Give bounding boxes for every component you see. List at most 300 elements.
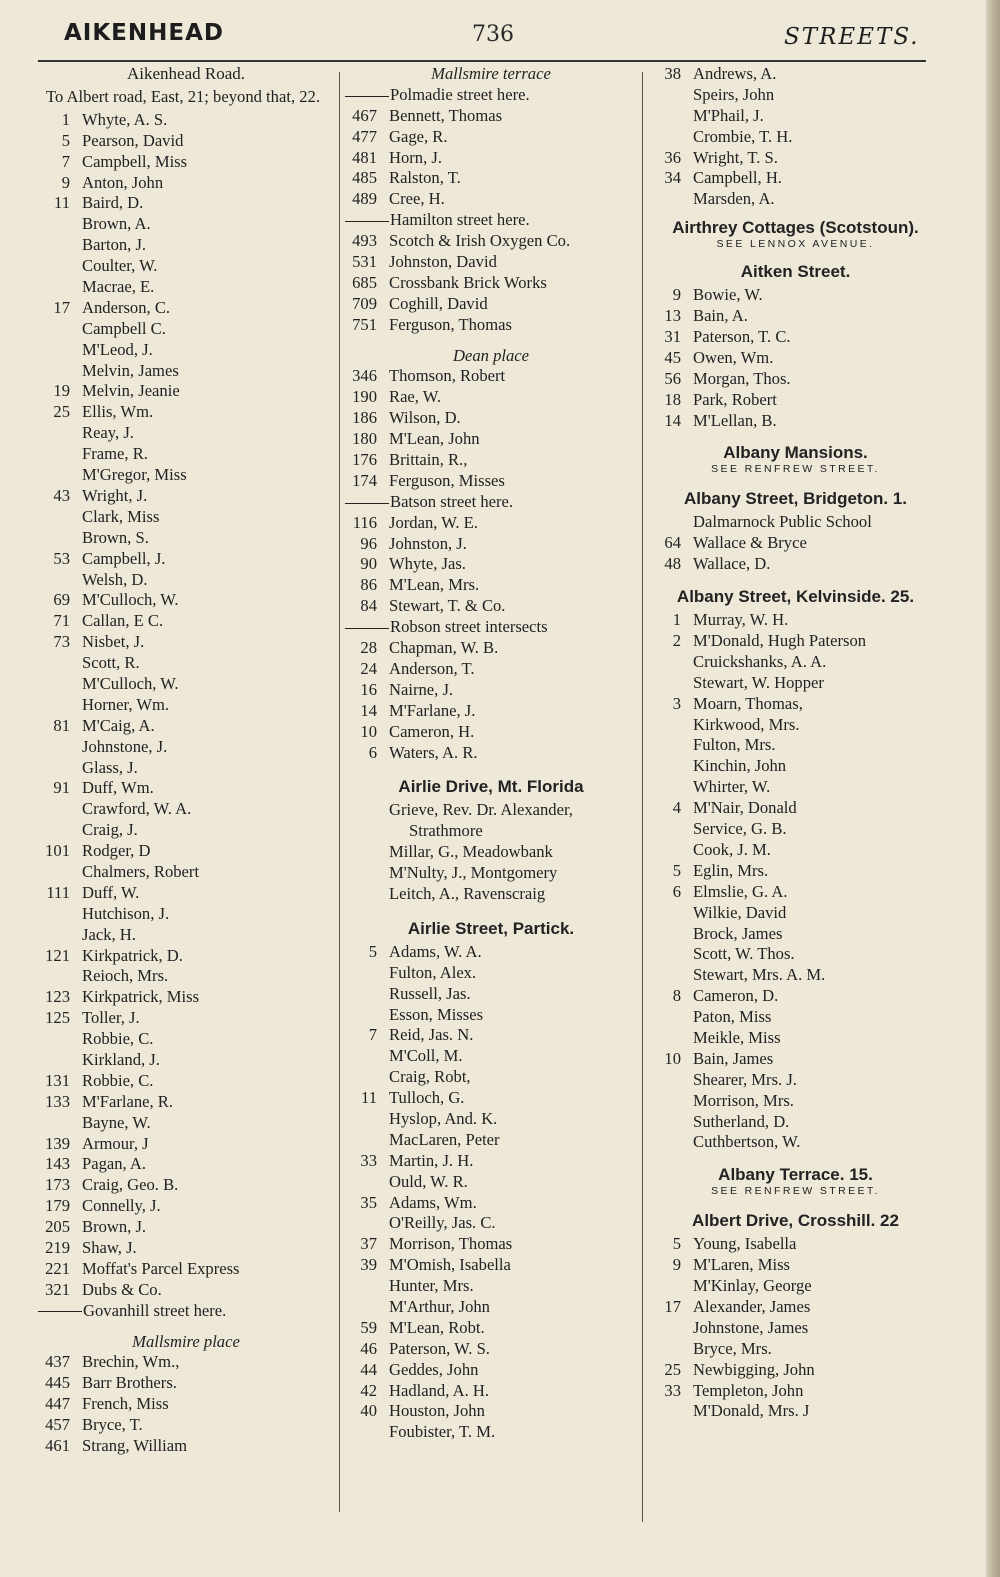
house-number: 751 [352,314,377,334]
resident-name: Ould, W. R. [389,1171,468,1191]
resident-name: Hunter, Mrs. [389,1276,474,1296]
directory-entry [345,1360,637,1381]
house-number: 36 [664,147,681,167]
house-number: 25 [664,1359,681,1379]
directory-entry [653,903,938,924]
directory-entry [38,904,334,925]
house-number: 48 [664,554,681,574]
directory-entry [345,984,637,1005]
directory-entry [38,1415,334,1436]
resident-name: M'Omish, Isabella [389,1255,511,1275]
house-number: 56 [664,368,681,388]
house-number: 139 [45,1133,70,1153]
directory-entry [345,534,637,555]
house-number: 8 [672,986,681,1006]
directory-entry [345,1025,637,1046]
house-number: 133 [45,1091,70,1111]
house-number: 31 [664,327,681,347]
resident-name: M'Caig, A. [82,715,155,735]
directory-entry [653,1297,938,1318]
house-number: 101 [45,841,70,861]
resident-name: Clark, Miss [82,506,160,526]
directory-entry [345,1297,637,1318]
house-number: 16 [360,679,377,699]
resident-name: Rae, W. [389,387,442,407]
directory-entry [345,963,637,984]
directory-entry [345,701,637,722]
resident-name: Cree, H. [389,189,445,209]
resident-name: Melvin, Jeanie [82,381,180,401]
resident-name: Esson, Misses [389,1004,484,1024]
resident-name: Cook, J. M. [693,839,771,859]
directory-entry [345,842,637,863]
resident-name: Crombie, T. H. [693,126,793,146]
resident-name: Stewart, T. & Co. [389,596,506,616]
resident-name: Waters, A. R. [389,742,478,762]
directory-entry [345,1318,637,1339]
house-number: 481 [352,147,377,167]
house-number: 84 [360,596,377,616]
entry-list [38,110,334,1301]
directory-entry [38,235,334,256]
resident-name: Wallace, D. [693,554,771,574]
directory-entry [38,632,334,653]
directory-entry [38,1029,334,1050]
resident-name: Alexander, James [693,1296,811,1316]
house-number: 437 [45,1352,70,1372]
house-number: 5 [61,130,70,150]
resident-name: Morrison, Thomas [389,1234,513,1254]
running-head-right: STREETS. [784,24,920,50]
house-number: 221 [45,1258,70,1278]
directory-entry [345,1130,637,1151]
house-number: 131 [45,1070,70,1090]
directory-entry [345,189,637,210]
cross-street [345,617,637,638]
directory-entry [345,800,637,821]
directory-entry [653,1028,938,1049]
house-number: 346 [352,366,377,386]
cross-street-text: Govanhill street here. [83,1300,227,1320]
house-number: 64 [664,533,681,553]
directory-entry [653,756,938,777]
resident-name: Jack, H. [82,924,136,944]
resident-name: Johnston, J. [389,533,467,553]
directory-entry [345,273,637,294]
directory-entry [38,1238,334,1259]
house-number: 10 [664,1048,681,1068]
house-number: 28 [360,638,377,658]
resident-name: Coulter, W. [82,256,158,276]
directory-entry [653,673,938,694]
directory-entry [345,1422,637,1443]
house-number: 53 [53,548,70,568]
directory-entry [38,549,334,570]
directory-entry [38,1154,334,1175]
directory-entry [38,402,334,423]
resident-name: Tulloch, G. [389,1088,465,1108]
resident-name: Fulton, Alex. [389,962,477,982]
directory-entry [38,862,334,883]
resident-name: Pearson, David [82,130,184,150]
resident-name: Chalmers, Robert [82,861,200,881]
resident-name: Wilson, D. [389,408,461,428]
directory-entry [653,390,938,411]
resident-name: Shaw, J. [82,1238,137,1257]
resident-name: Frame, R. [82,444,148,464]
directory-entry [345,366,637,387]
resident-name: Thomson, Robert [389,366,506,386]
house-number: 1 [61,109,70,129]
directory-entry [653,965,938,986]
resident-name: M'Arthur, John [389,1296,490,1316]
entry-list [653,64,938,210]
resident-name: Crossbank Brick Works [389,272,547,292]
resident-name: Rodger, D [82,841,151,861]
resident-name: Whirter, W. [693,777,771,797]
house-number: 9 [672,285,681,305]
resident-name: Toller, J. [82,1008,140,1028]
resident-name: M'Lean, John [389,429,480,449]
directory-entry [38,1259,334,1280]
resident-name: Grieve, Rev. Dr. Alexander, [389,800,573,820]
resident-name: Elmslie, G. A. [693,881,788,901]
directory-entry [38,820,334,841]
resident-name: Kinchin, John [693,756,787,776]
street-heading: Airlie Drive, Mt. Florida [398,777,584,797]
resident-name: Johnstone, J. [82,736,168,756]
resident-name: Brown, J. [82,1217,147,1237]
resident-name: M'Nair, Donald [693,798,797,818]
directory-entry [653,64,938,85]
resident-name: Service, G. B. [693,819,787,839]
resident-name: Shearer, Mrs. J. [693,1069,797,1089]
directory-entry [38,778,334,799]
house-number: 44 [360,1359,377,1379]
entry-list [653,285,938,431]
street-heading: Albany Street, Kelvinside. 25. [676,587,915,607]
resident-name: French, Miss [82,1394,169,1414]
directory-entry [653,1381,938,1402]
resident-name: Brechin, Wm., [82,1352,180,1372]
resident-name: Meikle, Miss [693,1027,781,1047]
directory-entry [38,883,334,904]
directory-entry [38,653,334,674]
directory-entry [345,1234,637,1255]
resident-name: Moarn, Thomas, [693,693,803,713]
resident-name: Melvin, James [82,360,179,380]
house-number: 173 [45,1175,70,1195]
resident-name: Chapman, W. B. [389,638,499,658]
resident-name: Geddes, John [389,1359,479,1379]
resident-name: M'Laren, Miss [693,1255,791,1275]
directory-entry [38,1394,334,1415]
directory-entry [345,1151,637,1172]
street-heading: Aikenhead Road. [126,64,246,83]
resident-name: Crawford, W. A. [82,799,192,819]
directory-entry [38,486,334,507]
resident-name: Templeton, John [693,1380,804,1400]
house-number: 3 [672,693,681,713]
resident-name: Reid, Jas. N. [389,1025,474,1045]
directory-entry [345,471,637,492]
resident-name: Barr Brothers. [82,1373,177,1393]
house-number: 111 [46,882,70,902]
directory-entry [38,1373,334,1394]
directory-entry [345,1381,637,1402]
house-number: 7 [61,151,70,171]
house-number: 17 [53,297,70,317]
column-divider [642,72,643,1522]
directory-entry [653,1112,938,1133]
street-heading: Albany Street, Bridgeton. 1. [684,489,907,509]
directory-entry [653,1276,938,1297]
directory-entry [653,189,938,210]
resident-name: Campbell, J. [82,548,166,568]
resident-name: M'Culloch, W. [82,673,179,693]
resident-name: Strathmore [409,821,483,841]
directory-entry [345,294,637,315]
directory-entry [38,193,334,214]
resident-name: M'Lean, Mrs. [389,575,480,595]
directory-entry [38,674,334,695]
house-number: 37 [360,1234,377,1254]
resident-name: Brown, A. [82,214,151,234]
cross-street-text: Hamilton street here. [390,210,530,230]
house-number: 9 [672,1255,681,1275]
directory-entry [38,758,334,779]
directory-entry [38,841,334,862]
directory-entry [653,1360,938,1381]
resident-name: Horner, Wm. [82,694,170,714]
house-number: 10 [360,721,377,741]
directory-entry [653,554,938,575]
entry-list [345,638,637,763]
column-3 [653,64,938,1422]
directory-entry [653,369,938,390]
resident-name: Campbell, Miss [82,151,188,171]
directory-entry [345,1255,637,1276]
house-number: 7 [368,1025,377,1045]
directory-entry [38,925,334,946]
house-number: 11 [54,193,70,213]
section-title: Mallsmire place [132,1331,240,1351]
directory-entry [345,821,637,842]
directory-entry [38,131,334,152]
house-number: 42 [360,1380,377,1400]
directory-entry [653,1132,938,1153]
house-number: 709 [352,293,377,313]
resident-name: Campbell, H. [693,168,782,188]
directory-entry [345,596,637,617]
house-number: 90 [360,554,377,574]
resident-name: Reay, J. [82,423,134,443]
directory-entry [345,722,637,743]
resident-name: Brown, S. [82,527,149,547]
directory-entry [653,306,938,327]
resident-name: Nairne, J. [389,679,454,699]
house-number: 96 [360,533,377,553]
house-number: 43 [53,485,70,505]
resident-name: Ferguson, Misses [389,470,505,490]
directory-entry [345,1172,637,1193]
resident-name: Wright, T. S. [693,147,778,167]
resident-name: Cuthbertson, W. [693,1132,801,1152]
directory-entry [345,884,637,905]
directory-entry [345,252,637,273]
directory-entry [38,110,334,131]
resident-name: Morgan, Thos. [693,368,791,388]
house-number: 321 [45,1279,70,1299]
resident-name: Johnston, David [389,252,497,272]
house-number: 121 [45,945,70,965]
directory-entry [345,863,637,884]
directory-entry [653,1318,938,1339]
resident-name: Adams, Wm. [389,1192,477,1212]
directory-entry [653,631,938,652]
house-number: 38 [664,64,681,83]
resident-name: Bryce, Mrs. [693,1338,772,1358]
entry-list [345,366,637,491]
directory-entry [345,429,637,450]
directory-entry [38,214,334,235]
section-title: Mallsmire terrace [431,64,551,83]
directory-entry [38,1134,334,1155]
directory-entry [653,1401,938,1422]
directory-entry [345,1193,637,1214]
directory-entry [38,1352,334,1373]
directory-entry [653,1339,938,1360]
house-number: 116 [352,512,377,532]
resident-name: Bain, A. [693,306,748,326]
house-number: 180 [352,429,377,449]
resident-name: Owen, Wm. [693,347,774,367]
house-number: 6 [672,881,681,901]
entry-list [345,106,637,210]
directory-entry [38,319,334,340]
resident-name: Scott, W. Thos. [693,944,795,964]
directory-entry [653,882,938,903]
resident-name: M'Phail, J. [693,105,764,125]
directory-entry [345,148,637,169]
house-number: 219 [45,1238,70,1257]
resident-name: M'Lellan, B. [693,410,777,430]
directory-entry [38,298,334,319]
resident-name: Craig, Geo. B. [82,1175,179,1195]
cross-street-text: Batson street here. [390,491,514,511]
street-heading: Albert Drive, Crosshill. 22 [692,1211,899,1231]
house-number: 176 [352,450,377,470]
directory-entry [345,106,637,127]
cross-street [38,1301,334,1322]
entry-list [345,513,637,617]
house-number: 34 [664,168,681,188]
resident-name: Hadland, A. H. [389,1380,490,1400]
house-number: 467 [352,105,377,125]
house-number: 13 [664,306,681,326]
resident-name: Bryce, T. [82,1415,143,1435]
directory-entry [653,1255,938,1276]
directory-entry [653,986,938,1007]
directory-entry [345,127,637,148]
directory-entry [345,659,637,680]
directory-entry [653,715,938,736]
resident-name: Houston, John [389,1401,485,1421]
directory-entry [653,819,938,840]
resident-name: Bowie, W. [693,285,763,305]
resident-name: M'Farlane, J. [389,700,476,720]
house-number: 125 [45,1008,70,1028]
directory-entry [653,1007,938,1028]
house-number: 40 [360,1401,377,1421]
house-number: 81 [53,715,70,735]
directory-entry [38,570,334,591]
resident-name: M'Farlane, R. [82,1091,174,1111]
resident-name: Stewart, Mrs. A. M. [693,965,826,985]
directory-entry [345,231,637,252]
header-rule [38,60,926,62]
house-number: 25 [53,402,70,422]
resident-name: M'Leod, J. [82,339,153,359]
entry-list [653,512,938,575]
resident-name: Connelly, J. [82,1196,161,1216]
house-number: 39 [360,1255,377,1275]
directory-entry [345,1213,637,1234]
directory-entry [38,1008,334,1029]
directory-entry [38,528,334,549]
resident-name: Strang, William [82,1436,188,1456]
resident-name: Cameron, H. [389,721,475,741]
directory-entry [653,798,938,819]
directory-entry [653,735,938,756]
directory-entry [38,277,334,298]
resident-name: Armour, J [82,1133,149,1153]
house-number: 91 [53,778,70,798]
directory-entry [38,1071,334,1092]
column-1 [38,64,334,1457]
directory-entry [345,1088,637,1109]
house-number: 19 [53,381,70,401]
resident-name: Jordan, W. E. [389,512,478,532]
resident-name: M'Donald, Mrs. J [693,1401,810,1421]
resident-name: Welsh, D. [82,569,148,589]
house-number: 493 [352,231,377,251]
resident-name: Paterson, T. C. [693,327,791,347]
directory-entry [653,533,938,554]
house-number: 9 [61,172,70,192]
directory-entry [653,694,938,715]
directory-entry [38,1196,334,1217]
directory-entry [653,168,938,189]
resident-name: Paton, Miss [693,1007,772,1027]
house-number: 174 [352,470,377,490]
resident-name: Kirkwood, Mrs. [693,714,800,734]
entry-list [345,231,637,335]
directory-entry [38,256,334,277]
directory-entry [653,861,938,882]
directory-entry [345,315,637,336]
column-2 [345,64,637,1443]
resident-name: Ralston, T. [389,168,461,188]
cross-street-text: Robson street intersects [390,617,548,637]
resident-name: Stewart, W. Hopper [693,672,824,692]
directory-entry [38,173,334,194]
cross-reference: SEE LENNOX AVENUE. [716,238,875,251]
resident-name: Brock, James [693,923,783,943]
house-number: 17 [664,1296,681,1316]
resident-name: Glass, J. [82,757,138,777]
directory-entry [345,408,637,429]
